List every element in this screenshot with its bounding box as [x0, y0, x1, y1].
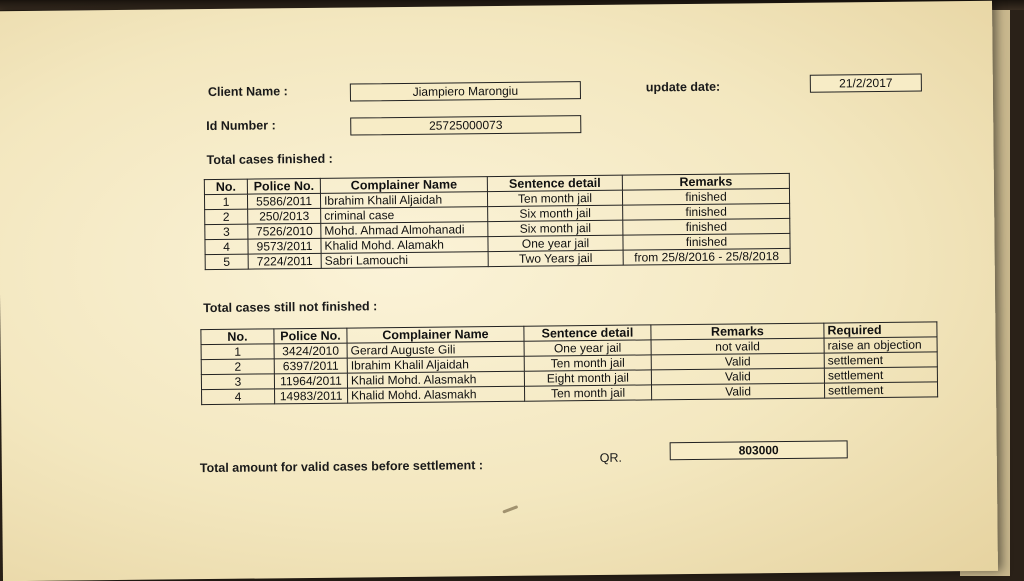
cell-complainer: Gerard Auguste Gili: [347, 341, 524, 358]
cell-police-no: 9573/2011: [248, 238, 321, 254]
total-amount-value: 803000: [670, 440, 848, 460]
not-finished-heading: Total cases still not finished :: [203, 299, 378, 316]
cell-police-no: 250/2013: [248, 208, 321, 224]
col-remarks: Remarks: [651, 323, 824, 340]
id-number-value: 25725000073: [350, 115, 581, 135]
cell-no: 2: [201, 359, 274, 375]
col-no: No.: [201, 329, 274, 345]
total-amount-label: Total amount for valid cases before settlement :: [199, 458, 484, 476]
cell-complainer: Mohd. Ahmad Almohanadi: [321, 222, 488, 239]
cell-remarks: Valid: [651, 383, 824, 400]
cell-remarks: finished: [623, 203, 790, 220]
id-number-label: Id Number :: [206, 118, 276, 134]
cell-remarks: from 25/8/2016 - 25/8/2018: [623, 248, 790, 265]
cell-police-no: 7526/2010: [248, 223, 321, 239]
cell-police-no: 7224/2011: [248, 253, 321, 269]
cell-complainer: Ibrahim Khalil Aljaidah: [347, 356, 524, 373]
col-remarks: Remarks: [622, 173, 789, 190]
cell-no: 3: [205, 224, 248, 239]
cell-no: 1: [201, 344, 274, 360]
update-date-label: update date:: [645, 79, 721, 95]
cell-remarks: Valid: [651, 353, 824, 370]
cell-complainer: Khalid Mohd. Alasmakh: [348, 386, 525, 403]
cell-required: settlement: [824, 352, 937, 368]
col-no: No.: [204, 179, 247, 194]
cell-no: 1: [204, 194, 247, 209]
cell-police-no: 3424/2010: [274, 343, 347, 359]
client-name-label: Client Name :: [207, 84, 288, 100]
cell-remarks: Valid: [651, 368, 824, 385]
cell-sentence: Ten month jail: [487, 190, 622, 206]
cell-police-no: 14983/2011: [275, 388, 348, 404]
col-police-no: Police No.: [274, 328, 347, 344]
update-date-value: 21/2/2017: [810, 74, 922, 93]
cell-required: settlement: [824, 382, 937, 398]
cell-sentence: Six month jail: [488, 205, 623, 221]
cell-complainer: Khalid Mohd. Alasmakh: [347, 371, 524, 388]
col-complainer-name: Complainer Name: [347, 326, 524, 343]
cell-sentence: Ten month jail: [524, 355, 651, 371]
cell-no: 4: [202, 389, 275, 405]
cell-no: 4: [205, 239, 248, 254]
cell-no: 3: [201, 374, 274, 390]
col-police-no: Police No.: [247, 178, 320, 194]
cell-remarks: finished: [623, 218, 790, 235]
cell-sentence: Eight month jail: [524, 370, 651, 386]
currency-label: QR.: [599, 450, 623, 465]
cell-remarks: finished: [623, 233, 790, 250]
cell-required: settlement: [824, 367, 937, 383]
cell-complainer: Ibrahim Khalil Aljaidah: [320, 192, 487, 209]
cell-complainer: criminal case: [321, 207, 488, 224]
cell-no: 2: [205, 209, 248, 224]
finished-heading: Total cases finished :: [206, 151, 333, 168]
cell-remarks: not vaild: [651, 338, 824, 355]
cell-sentence: Two Years jail: [488, 250, 623, 266]
not-finished-cases-table: [200, 321, 938, 405]
cell-sentence: One year jail: [524, 340, 651, 356]
document-page: [0, 1, 998, 581]
cell-sentence: Ten month jail: [524, 385, 651, 401]
cell-police-no: 5586/2011: [247, 193, 320, 209]
col-required: Required: [824, 322, 937, 338]
cell-sentence: One year jail: [488, 235, 623, 251]
col-sentence-detail: Sentence detail: [524, 325, 651, 341]
ink-smudge: [502, 505, 518, 513]
cell-sentence: Six month jail: [488, 220, 623, 236]
cell-police-no: 11964/2011: [274, 373, 347, 389]
client-name-value: Jiampiero Marongiu: [350, 81, 581, 101]
col-sentence-detail: Sentence detail: [487, 175, 622, 191]
cell-complainer: Khalid Mohd. Alamakh: [321, 237, 488, 254]
cell-police-no: 6397/2011: [274, 358, 347, 374]
cell-remarks: finished: [622, 188, 789, 205]
finished-cases-table: [204, 173, 791, 270]
col-complainer-name: Complainer Name: [320, 177, 487, 194]
cell-complainer: Sabri Lamouchi: [321, 252, 488, 269]
cell-required: raise an objection: [824, 337, 937, 353]
cell-no: 5: [205, 254, 248, 269]
